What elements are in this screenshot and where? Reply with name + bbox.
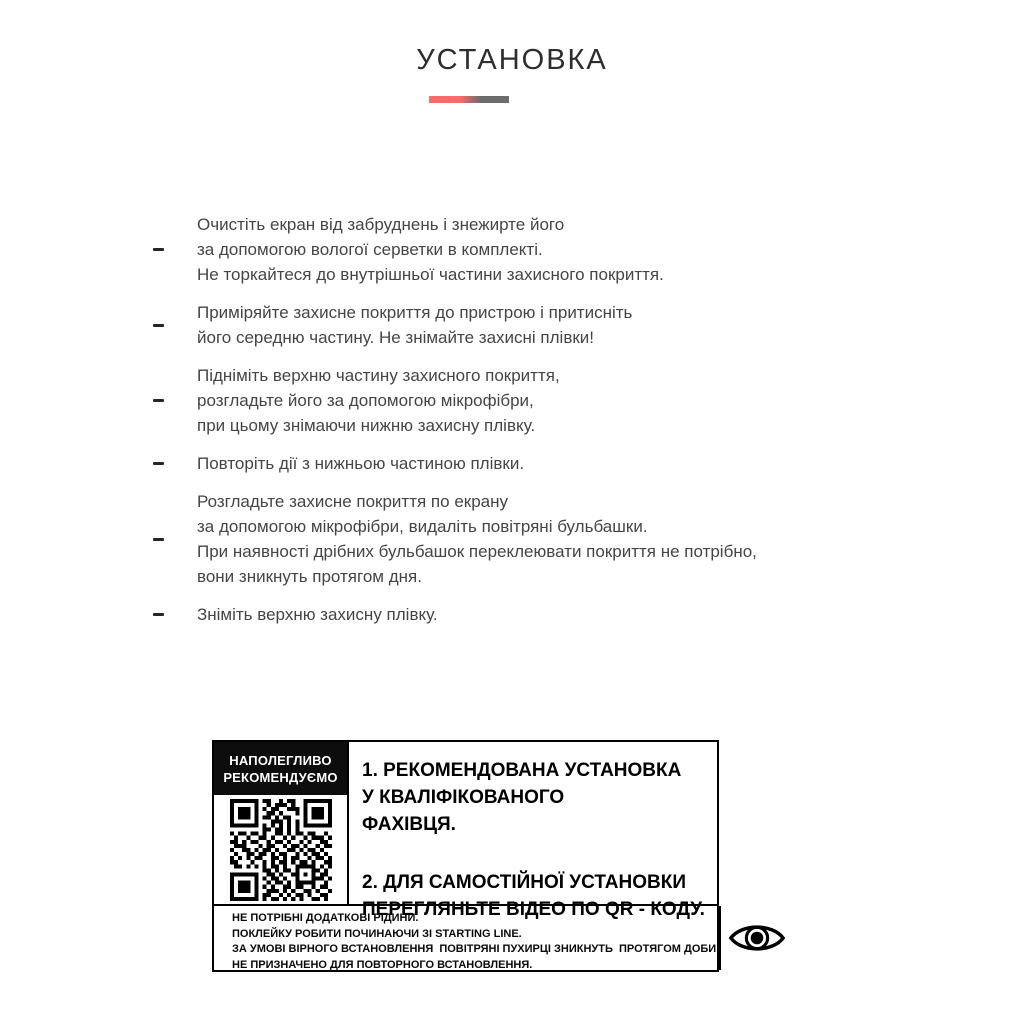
eye-icon-cell (721, 906, 792, 970)
recommendation-box-bottom-row (214, 906, 720, 971)
instruction-list (153, 212, 913, 640)
list-item (153, 489, 913, 589)
bullet-dash (153, 399, 164, 402)
instruction-line: Зніміть верхню захисну плівку. (197, 605, 438, 624)
footnote-line: НЕ ПОТРІБНІ ДОДАТКОВІ РІДИНИ. (232, 912, 419, 924)
recommendation-point-1: 1. РЕКОМЕНДОВАНА УСТАНОВКА У КВАЛІФІКОВАНОГО ФАХІВЦЯ. (362, 760, 682, 835)
bullet-dash (153, 462, 164, 465)
list-item (153, 602, 913, 627)
bullet-dash (153, 538, 164, 541)
recommendation-point-2: 2. ДЛЯ САМОСТІЙНОЇ УСТАНОВКИ ПЕРЕГЛЯНЬТЕ ВІДЕО ПО QR - КОДУ. (362, 872, 705, 920)
qr-code-image (230, 799, 332, 901)
list-item (153, 363, 913, 438)
footnotes (214, 906, 721, 970)
footnote-line: ПОКЛЕЙКУ РОБИТИ ПОЧИНАЮЧИ ЗІ STARTING LINE. (232, 927, 522, 940)
instruction-line: за допомогою мікрофібри, видаліть повітряні бульбашки. (197, 517, 648, 536)
list-item (153, 212, 913, 287)
instruction-line: Повторіть дії з нижньою частиною плівки. (197, 454, 525, 473)
list-item (153, 451, 913, 476)
recommendation-box (212, 740, 719, 972)
eye-icon (728, 918, 786, 958)
list-item (153, 300, 913, 350)
instruction-line: вони зникнуть протягом дня. (197, 567, 422, 586)
page-title: УСТАНОВКА (416, 44, 608, 76)
bullet-dash (153, 248, 164, 251)
badge-line: РЕКОМЕНДУЄМО (223, 769, 338, 785)
instruction-line: Очистіть екран від забруднень і знежирте його (197, 215, 565, 234)
badge-line: НАПОЛЕГЛИВО (229, 752, 332, 768)
footnote-line: НЕ ПРИЗНАЧЕНО ДЛЯ ПОВТОРНОГО ВСТАНОВЛЕННЯ. (232, 958, 533, 971)
instruction-line: за допомогою вологої серветки в комплекті. (197, 240, 543, 259)
bullet-dash (153, 613, 164, 616)
instruction-line: при цьому знімаючи нижню захисну плівку. (197, 416, 536, 435)
strongly-recommended-badge (214, 742, 347, 795)
footnote-line: ЗА УМОВІ ВІРНОГО ВСТАНОВЛЕННЯ ПОВІТРЯНІ ПУХИРЦІ ЗНИКНУТЬ ПРОТЯГОМ ДОБИ. (232, 943, 720, 955)
qr-column (214, 742, 349, 904)
title-divider (429, 96, 509, 103)
instruction-line: Розгладьте захисне покриття по екрану (197, 492, 509, 511)
instruction-line: розгладьте його за допомогою мікрофібри, (197, 391, 534, 410)
qr-code (214, 795, 347, 904)
instruction-line: Приміряйте захисне покриття до пристрою і притисніть (197, 303, 633, 322)
instruction-line: Підніміть верхню частину захисного покриття, (197, 366, 560, 385)
instruction-line: Не торкайтеся до внутрішньої частини захисного покриття. (197, 265, 664, 284)
instruction-line: його середню частину. Не знімайте захисні плівки! (197, 328, 595, 347)
bullet-dash (153, 324, 164, 327)
instruction-line: При наявності дрібних бульбашок переклеювати покриття не потрібно, (197, 542, 757, 561)
recommendation-text (349, 742, 717, 920)
